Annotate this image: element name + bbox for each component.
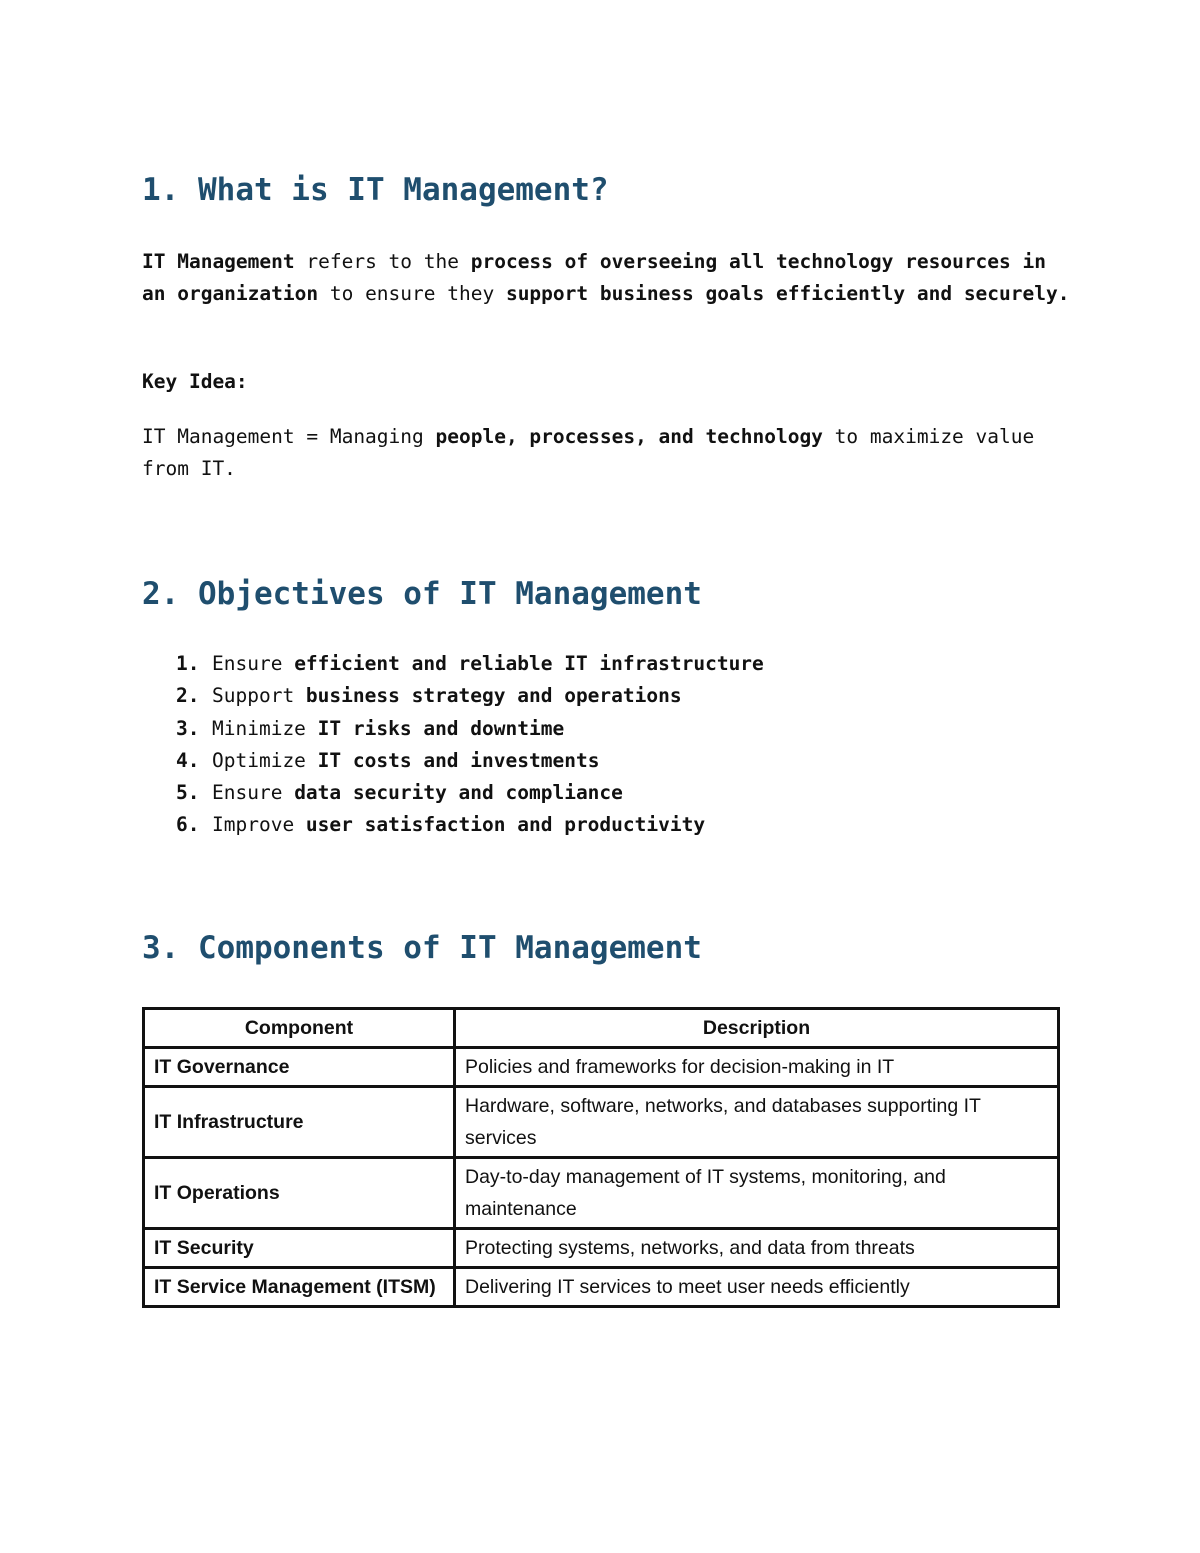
list-plain: Ensure: [212, 781, 295, 805]
section-3-heading: 3. Components of IT Management: [142, 930, 702, 966]
list-number: 1.: [176, 652, 200, 675]
component-cell: IT Governance: [144, 1048, 455, 1087]
list-number: 3.: [176, 716, 200, 740]
section-1-heading: 1. What is IT Management?: [142, 172, 609, 208]
list-item: [142, 777, 764, 809]
component-cell: IT Infrastructure: [144, 1087, 455, 1158]
component-cell: IT Operations: [144, 1158, 455, 1229]
key-idea-bold: people, processes, and technology: [435, 425, 823, 448]
intro-text: refers to the: [294, 250, 471, 273]
list-item: [142, 713, 764, 745]
list-number: 4.: [176, 748, 200, 772]
intro-text: to ensure they: [318, 282, 506, 305]
list-bold: IT costs and investments: [317, 748, 600, 772]
intro-bold: process of overseeing all technology resources in an organization: [142, 250, 1046, 305]
list-bold: IT risks and downtime: [317, 716, 565, 740]
list-bold: efficient and reliable IT infrastructure: [294, 652, 764, 675]
column-header-component: Component: [144, 1009, 455, 1048]
description-cell: Protecting systems, networks, and data from threats: [455, 1229, 1059, 1268]
list-number: 6.: [176, 813, 200, 837]
key-idea-part: to maximize value from IT.: [142, 425, 1035, 480]
objectives-list: [142, 648, 764, 842]
table-row: [144, 1158, 1059, 1229]
description-cell: Policies and frameworks for decision-making in IT: [455, 1048, 1059, 1087]
list-plain: Support: [212, 684, 306, 708]
column-header-description: Description: [455, 1009, 1059, 1048]
component-cell: IT Security: [144, 1229, 455, 1268]
description-cell: Hardware, software, networks, and databases supporting IT services: [455, 1087, 1059, 1158]
list-item: [142, 745, 764, 777]
intro-term: IT Management: [142, 250, 295, 273]
table-row: [144, 1087, 1059, 1158]
table-row: [144, 1048, 1059, 1087]
table-row: [144, 1229, 1059, 1268]
list-plain: Improve: [212, 813, 306, 837]
key-idea-label: Key Idea:: [142, 370, 248, 393]
description-cell: Day-to-day management of IT systems, monitoring, and maintenance: [455, 1158, 1059, 1229]
key-idea-text: [142, 421, 1072, 485]
key-idea-label-paragraph: [142, 366, 1072, 398]
table-header-row: [144, 1009, 1059, 1048]
intro-bold: support business goals efficiently and securely.: [505, 282, 1070, 305]
description-cell: Delivering IT services to meet user needs efficiently: [455, 1268, 1059, 1307]
list-item: [142, 648, 764, 680]
list-item: [142, 809, 764, 841]
list-number: 2.: [176, 684, 200, 708]
component-cell: IT Service Management (ITSM): [144, 1268, 455, 1307]
section-1-intro: [142, 246, 1072, 310]
list-plain: Optimize: [212, 748, 318, 772]
list-number: 5.: [176, 781, 200, 805]
table-row: [144, 1268, 1059, 1307]
list-bold: user satisfaction and productivity: [305, 813, 706, 837]
list-plain: Ensure: [212, 652, 295, 675]
section-2-heading: 2. Objectives of IT Management: [142, 576, 702, 612]
components-table: [142, 1007, 1060, 1308]
list-item: [142, 680, 764, 712]
list-bold: data security and compliance: [294, 781, 623, 805]
list-bold: business strategy and operations: [305, 684, 682, 708]
key-idea-part: IT Management = Managing: [142, 425, 436, 448]
list-plain: Minimize: [212, 716, 318, 740]
